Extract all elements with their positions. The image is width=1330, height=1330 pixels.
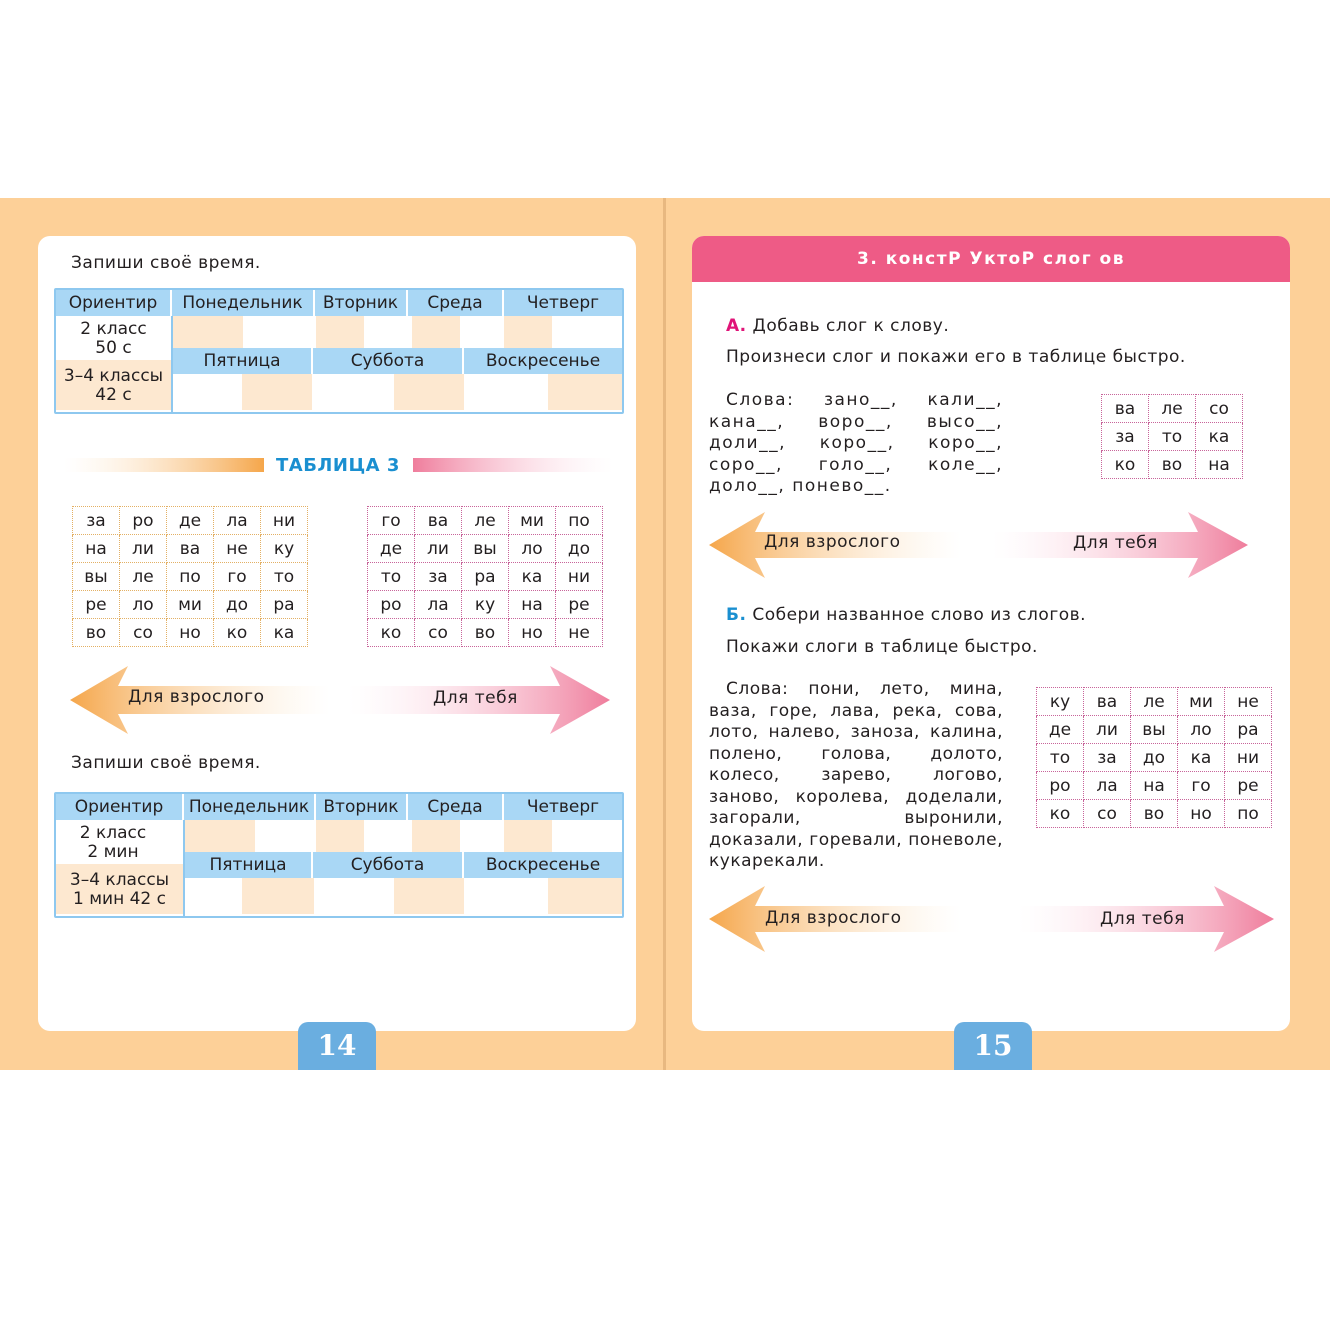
- page-title: 3. констР УктоР слог ов: [857, 249, 1125, 269]
- page-14: [38, 236, 636, 1031]
- syllable-grid-pink: [367, 506, 603, 647]
- day-sunday: Воскресенье: [464, 852, 622, 878]
- table-heading: ТАБЛИЦА 3: [276, 455, 400, 476]
- grid-row: [73, 507, 308, 535]
- day-wednesday: Среда: [408, 290, 504, 316]
- task-a-words: Слова: зано__, кали__, кана__, воро__, высо__, доли__, коро__, коро__, соро__, голо__, коле__, доло__, понево__.: [709, 390, 1003, 496]
- syllable-cell: ла: [214, 507, 261, 535]
- day-wednesday: Среда: [408, 794, 504, 820]
- syllable-cell: ро: [368, 591, 415, 619]
- heading-stripe-left: [64, 458, 264, 472]
- syllable-cell: ку: [462, 591, 509, 619]
- syllable-cell: на: [1131, 772, 1178, 800]
- task-b-words: Слова: пони, лето, мина, ваза, горе, лава, река, сова, лото, налево, заноза, калина, полено, голова, долото, колесо, зарево, логово, заново, королева, доделали, загорали, выронили, доказали, горевали, поневоле, кукарекали.: [709, 679, 1003, 871]
- label-for-you: Для тебя: [433, 688, 518, 708]
- syllable-cell: то: [1149, 423, 1196, 451]
- syllable-cell: на: [509, 591, 556, 619]
- syllable-cell: до: [214, 591, 261, 619]
- syllable-cell: вы: [1131, 716, 1178, 744]
- grid-row: [1102, 395, 1243, 423]
- syllable-cell: до: [1131, 744, 1178, 772]
- day-monday: Понедельник: [172, 290, 315, 316]
- syllable-cell: за: [1102, 423, 1149, 451]
- syllable-cell: ла: [1084, 772, 1131, 800]
- syllable-cell: ни: [261, 507, 308, 535]
- grid-row: [73, 591, 308, 619]
- instruction-record-time-2: Запиши своё время.: [71, 753, 261, 773]
- syllable-cell: за: [1084, 744, 1131, 772]
- page-15: [692, 236, 1290, 1031]
- syllable-cell: ка: [1178, 744, 1225, 772]
- syllable-cell: по: [167, 563, 214, 591]
- page-number-14: 14: [298, 1022, 376, 1070]
- grid-row: [368, 619, 603, 647]
- grid-row: [1037, 688, 1272, 716]
- grid-row: [73, 535, 308, 563]
- syllable-cell: ле: [1149, 395, 1196, 423]
- grid-row: [73, 619, 308, 647]
- syllable-cell: ле: [1131, 688, 1178, 716]
- syllable-cell: ра: [261, 591, 308, 619]
- syllable-cell: со: [1196, 395, 1243, 423]
- syllable-cell: но: [167, 619, 214, 647]
- syllable-cell: со: [120, 619, 167, 647]
- grid-row: [1102, 423, 1243, 451]
- syllable-cell: де: [167, 507, 214, 535]
- syllable-cell: на: [73, 535, 120, 563]
- syllable-cell: ку: [261, 535, 308, 563]
- grade-2-label: 2 класс 2 мин: [79, 823, 147, 862]
- label-for-adult: Для взрослого: [128, 687, 265, 707]
- syllable-cell: ва: [415, 507, 462, 535]
- syllable-cell: то: [1037, 744, 1084, 772]
- day-saturday: Суббота: [313, 852, 464, 878]
- book-spine: [663, 198, 666, 1070]
- syllable-cell: но: [509, 619, 556, 647]
- day-tuesday: Вторник: [315, 290, 408, 316]
- syllable-cell: ла: [415, 591, 462, 619]
- syllable-cell: го: [1178, 772, 1225, 800]
- grade-3-4-label: 3–4 классы 1 мин 42 с: [69, 870, 170, 909]
- syllable-cell: вы: [73, 563, 120, 591]
- day-thursday: Четверг: [504, 290, 622, 316]
- heading-stripe-right: [413, 458, 613, 472]
- syllable-cell: ми: [1178, 688, 1225, 716]
- syllable-cell: со: [1084, 800, 1131, 828]
- syllable-cell: не: [1225, 688, 1272, 716]
- grid-row: [73, 563, 308, 591]
- syllable-cell: по: [556, 507, 603, 535]
- orient-header: Ориентир: [56, 794, 184, 820]
- syllable-cell: во: [1131, 800, 1178, 828]
- syllable-cell: ро: [120, 507, 167, 535]
- grid-row: [368, 591, 603, 619]
- syllable-cell: вы: [462, 535, 509, 563]
- syllable-cell: ло: [120, 591, 167, 619]
- grid-row: [1037, 744, 1272, 772]
- syllable-cell: го: [368, 507, 415, 535]
- day-friday: Пятница: [185, 852, 313, 878]
- syllable-cell: ли: [120, 535, 167, 563]
- label-for-you: Для тебя: [1073, 533, 1158, 553]
- syllable-cell: ло: [509, 535, 556, 563]
- grid-row: [368, 563, 603, 591]
- syllable-cell: ва: [167, 535, 214, 563]
- syllable-cell: ва: [1102, 395, 1149, 423]
- syllable-cell: ми: [167, 591, 214, 619]
- orient-header: Ориентир: [56, 290, 172, 316]
- syllable-cell: де: [1037, 716, 1084, 744]
- task-b-heading: Б. Собери названное слово из слогов.: [726, 605, 1087, 625]
- task-b-instruction: Покажи слоги в таблице быстро.: [726, 637, 1038, 657]
- page-number-15: 15: [954, 1022, 1032, 1070]
- syllable-cell: ли: [1084, 716, 1131, 744]
- syllable-cell: но: [1178, 800, 1225, 828]
- syllable-grid-a: [1101, 394, 1243, 479]
- syllable-cell: не: [214, 535, 261, 563]
- syllable-cell: то: [368, 563, 415, 591]
- day-thursday: Четверг: [504, 794, 622, 820]
- day-sunday: Воскресенье: [464, 348, 622, 374]
- syllable-cell: то: [261, 563, 308, 591]
- syllable-cell: за: [73, 507, 120, 535]
- syllable-cell: ка: [261, 619, 308, 647]
- instruction-record-time-1: Запиши своё время.: [71, 253, 261, 273]
- day-friday: Пятница: [173, 348, 313, 374]
- syllable-cell: ле: [120, 563, 167, 591]
- syllable-cell: ку: [1037, 688, 1084, 716]
- grid-row: [368, 507, 603, 535]
- syllable-cell: ра: [462, 563, 509, 591]
- syllable-cell: ми: [509, 507, 556, 535]
- syllable-cell: го: [214, 563, 261, 591]
- grid-row: [368, 535, 603, 563]
- syllable-cell: ко: [368, 619, 415, 647]
- syllable-cell: по: [1225, 800, 1272, 828]
- syllable-cell: не: [556, 619, 603, 647]
- task-a-instruction: Произнеси слог и покажи его в таблице быстро.: [726, 347, 1186, 367]
- grid-row: [1037, 772, 1272, 800]
- book-spread: [0, 198, 1330, 1070]
- syllable-cell: ло: [1178, 716, 1225, 744]
- grid-row: [1037, 800, 1272, 828]
- syllable-cell: ни: [1225, 744, 1272, 772]
- syllable-cell: ре: [1225, 772, 1272, 800]
- syllable-cell: до: [556, 535, 603, 563]
- syllable-cell: ли: [415, 535, 462, 563]
- syllable-cell: ко: [1102, 451, 1149, 479]
- syllable-cell: ле: [462, 507, 509, 535]
- label-for-adult: Для взрослого: [764, 532, 901, 552]
- day-monday: Понедельник: [184, 794, 316, 820]
- syllable-cell: со: [415, 619, 462, 647]
- syllable-cell: ка: [509, 563, 556, 591]
- syllable-cell: на: [1196, 451, 1243, 479]
- time-table-1: [54, 288, 624, 414]
- syllable-cell: ни: [556, 563, 603, 591]
- day-tuesday: Вторник: [316, 794, 408, 820]
- syllable-grid-orange: [72, 506, 308, 647]
- syllable-cell: ро: [1037, 772, 1084, 800]
- syllable-cell: за: [415, 563, 462, 591]
- syllable-cell: ва: [1084, 688, 1131, 716]
- syllable-grid-b: [1036, 687, 1272, 828]
- syllable-cell: ка: [1196, 423, 1243, 451]
- syllable-cell: ре: [73, 591, 120, 619]
- syllable-cell: ко: [214, 619, 261, 647]
- syllable-cell: во: [73, 619, 120, 647]
- day-saturday: Суббота: [313, 348, 464, 374]
- syllable-cell: ра: [1225, 716, 1272, 744]
- syllable-cell: ре: [556, 591, 603, 619]
- syllable-cell: во: [462, 619, 509, 647]
- syllable-cell: ко: [1037, 800, 1084, 828]
- task-a-heading: А. Добавь слог к слову.: [726, 316, 950, 336]
- time-table-2: [54, 792, 624, 918]
- label-for-adult: Для взрослого: [765, 908, 902, 928]
- syllable-cell: де: [368, 535, 415, 563]
- grid-row: [1102, 451, 1243, 479]
- grade-3-4-label: 3–4 классы 42 с: [63, 366, 164, 405]
- label-for-you: Для тебя: [1100, 909, 1185, 929]
- syllable-cell: во: [1149, 451, 1196, 479]
- grid-row: [1037, 716, 1272, 744]
- grade-2-label: 2 класс 50 с: [80, 319, 147, 358]
